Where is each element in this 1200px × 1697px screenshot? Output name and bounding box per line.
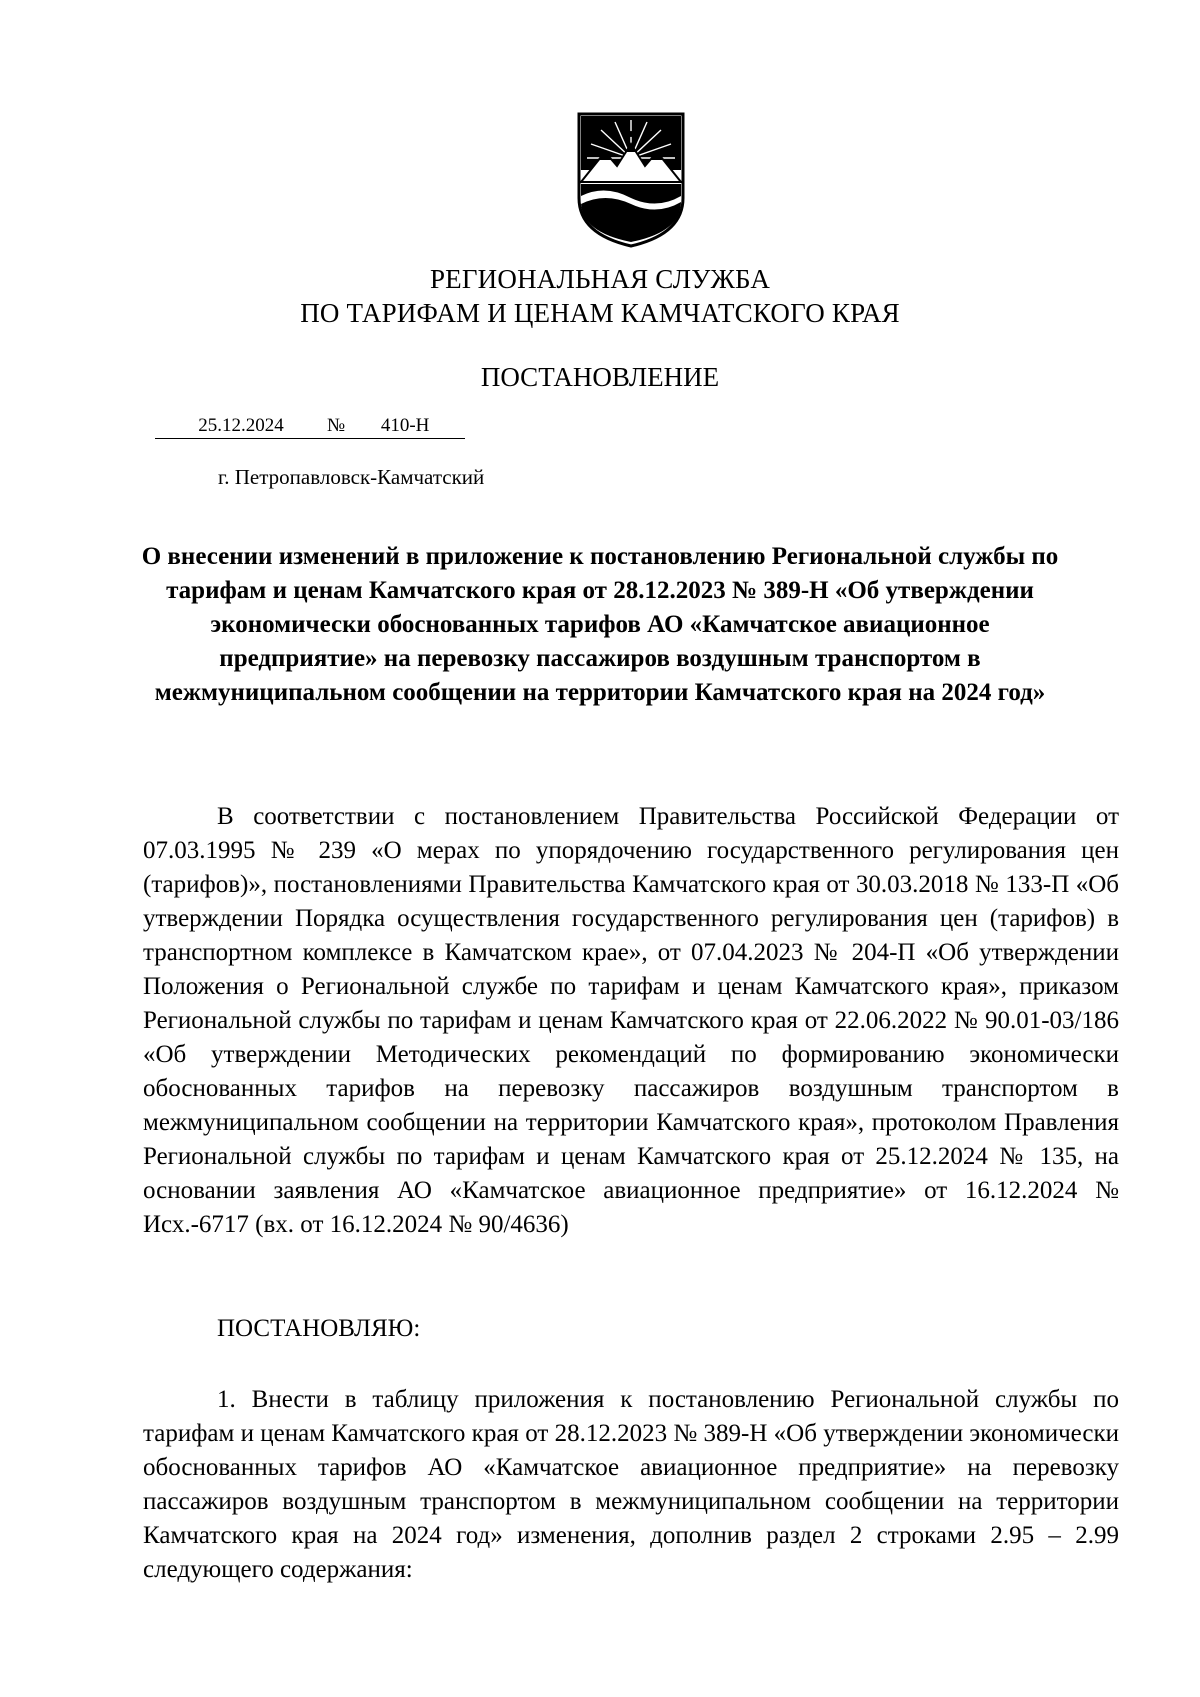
preamble-paragraph: В соответствии с постановлением Правительства Российской Федерации от 07.03.1995 № 239 «О мерах по упорядочению государственного регулирования цен (тарифов)», постановлениями Правительства Камчатского края от 30.03.2018 № 133-П «Об утверждении Порядка осуществления государственного регулирования цен (тарифов) в транспортном комплексе в Камчатском крае», от 07.04.2023 № 204-П «Об утверждении Положения о Региональной службе по тарифам и ценам Камчатского края», приказом Региональной службы по тарифам и ценам Камчатского края от 22.06.2022 № 90.01-03/186 «Об утверждении Методических рекомендаций по формированию экономически обоснованных тарифов на перевозку пассажиров воздушным транспортом в межмуниципальном сообщении на территории Камчатского края», протоколом Правления Региональной службы по тарифам и ценам Камчатского края от 25.12.2024 № 135, на основании заявления АО «Камчатское авиационное предприятие» от 16.12.2024 № Исх.-6717 (вх. от 16.12.2024 № 90/4636)	[143, 803, 1119, 1238]
document-number: 410-Н	[345, 414, 465, 439]
coat-of-arms-icon	[575, 110, 687, 250]
document-type: ПОСТАНОВЛЕНИЕ	[480, 362, 720, 392]
decree-word: ПОСТАНОВЛЯЮ:	[217, 1315, 421, 1342]
agency-name-line2: ПО ТАРИФАМ И ЦЕНАМ КАМЧАТСКОГО КРАЯ	[300, 298, 900, 328]
document-title: О внесении изменений в приложение к постановлению Региональной службы по тарифам и ценам Камчатского края от 28.12.2023 № 389-Н «Об утверждении экономически обоснованных тарифов АО «Камчатское авиационное предприятие» на перевозку пассажиров воздушным транспортом в межмуниципальном сообщении на территории Камчатского края на 2024 год»	[141, 543, 1059, 706]
city-name: г. Петропавловск-Камчатский	[218, 465, 485, 489]
agency-name-line1: РЕГИОНАЛЬНАЯ СЛУЖБА	[429, 264, 771, 294]
date-number-line	[155, 414, 465, 439]
clause-1-paragraph: 1. Внести в таблицу приложения к постановлению Региональной службы по тарифам и ценам Камчатского края от 28.12.2023 № 389-Н «Об утверждении экономически обоснованных тарифов АО «Камчатское авиационное предприятие» на перевозку пассажиров воздушным транспортом в межмуниципальном сообщении на территории Камчатского края на 2024 год» изменения, дополнив раздел 2 строками 2.95 – 2.99 следующего содержания:	[143, 1386, 1119, 1583]
number-sign: №	[327, 414, 345, 439]
document-date: 25.12.2024	[155, 414, 327, 439]
